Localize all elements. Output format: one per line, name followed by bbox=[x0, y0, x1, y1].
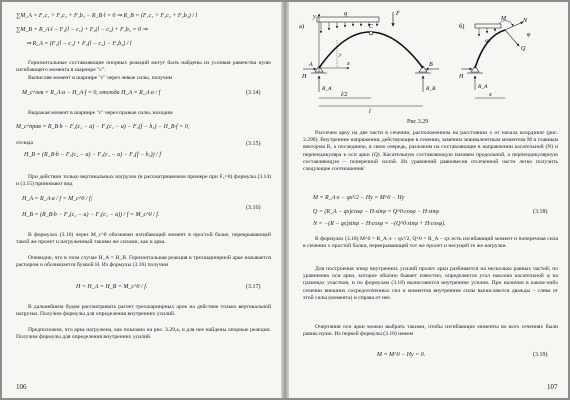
figure-caption: Рис.3.29 bbox=[407, 119, 429, 125]
equation-number: (3.15) bbox=[246, 141, 261, 147]
paragraph: Очертания оси арки можно выбрать такими, чтобы изгибающие моменты во всех сечениях были равны нулю. Из первой формулы (3.18) имеем bbox=[303, 324, 558, 338]
equation-number: (3.19) bbox=[533, 352, 548, 358]
equation-3-18-b: Q = (R_A − qx)cosφ − H·sinφ = Q^0·cosφ − H·sinφ bbox=[313, 209, 439, 215]
figure-label-b: б) bbox=[459, 23, 465, 30]
equation-number: (3.18) bbox=[533, 209, 548, 215]
equation-3-17: H = H_A = H_B = M_c^0 / f. bbox=[76, 284, 148, 290]
figure-label-x: x bbox=[347, 61, 350, 67]
equation-number: (3.14) bbox=[246, 90, 261, 96]
equation-3-19: M = M^0 − Hy = 0. bbox=[377, 352, 426, 358]
page-number: 107 bbox=[547, 383, 558, 391]
equation-3-15-b: H_B = (R_B·b − F₂(c₂ − a) − F₁(c₁ − a) − F₃(f − h₃)) / f bbox=[24, 152, 161, 158]
paragraph: Очевидно, что в этом случае H_A = H_B. Горизонтальная реакция в трехшарнирной арке называется распором и обозначается буквой H. Из формулы (3.16) получим bbox=[16, 255, 271, 269]
figure-label-a: а) bbox=[299, 23, 305, 30]
figure-label-q: q bbox=[344, 11, 347, 17]
paragraph: Рассечем арку на две части в сечении, расположенном на расстоянии x от начала координат (рис. 3.29б). Внутренние напряжения, действующие в сечении, заменим эквивалентным моментом M и главным вектором R, а последнюю, в свою очередь, разложим на составляющие в направлении касательной (N) и перпендикуляра к оси арки (Q). Касательную составляющую назовем продольной, а перпендикулярную составляющую – поперечной силой. Из уравнений равновесия отсеченной части легко получить следующие соотношения: bbox=[303, 130, 558, 173]
figure-label-f: F bbox=[396, 11, 400, 17]
paragraph: Вычисляя момент в шарнире "c" через левые силы, получим bbox=[28, 75, 173, 81]
figure-label-h-b: H bbox=[459, 74, 464, 80]
figure-label-q-shear: Q bbox=[521, 46, 526, 52]
paragraph: Горизонтальные составляющие опорных реакций могут быть найдены из условия равенства нулю изгибающего момента в шарнире "c". bbox=[16, 60, 271, 74]
equation-sum-moments-b: ∑M_B = R_A·l − F₁(l − c₁) + F₂(l − c₂) + F₃b₃ = 0 ⇒ bbox=[16, 27, 148, 33]
equation-number: (3.17) bbox=[246, 284, 261, 290]
figure-label-rb: R_B bbox=[426, 86, 436, 92]
equation-sum-moments-a: ∑M_A = F₁c₁ + F₂c₂ + F₃b₃ − R_B·l = 0 ⇒ R_B = (F₁c₁ + F₂c₂ + F₃b₃) / l bbox=[16, 13, 198, 19]
figure-label-a-support: A bbox=[309, 62, 313, 68]
paragraph: Предположим, что арка нагружена, как показано на рис. 3.29,а, и для нее найдены опорные реакции. Получим формулы для определения внутренних усилий. bbox=[16, 327, 271, 341]
figure-arch-diagram bbox=[289, 6, 568, 116]
equation-3-18-a: M = R_A·x − qx²/2 − Hy = M^0 − Hy bbox=[313, 195, 405, 201]
equation-3-16-b: H_B = (R_B·b − F₂(c₂ − a) − F₁(c₁ − a)) / f = M_c^0 / f. bbox=[22, 212, 160, 218]
page-number: 106 bbox=[16, 383, 27, 391]
paragraph: В формулах (3.16) через M_c^0 обозначен изгибающий момент в простой балке, перекрывающей такой же пролет и нагруженный такими же силами, как и арка. bbox=[16, 232, 271, 246]
paragraph: В формулах (3.18) M^0 = R_A·x − qx²/2, Q^0 = R_A − qx есть изгибающий момент и поперечная сила в сечении x простой балки, перекрывающей тот же пролет и несущей те же нагрузки. bbox=[303, 236, 558, 250]
figure-label-c: C bbox=[369, 24, 374, 30]
figure-label-qx: qx bbox=[485, 38, 491, 44]
equation-3-16-a: H_A = R_A·a / f = M_c^0 / f; bbox=[22, 196, 93, 202]
figure-label-phi: φ bbox=[527, 32, 531, 38]
figure-label-ra-b: R_A bbox=[478, 84, 488, 90]
equation-number: (3.16) bbox=[246, 205, 261, 211]
right-page bbox=[289, 2, 568, 398]
figure-label-b-support: B bbox=[429, 62, 433, 68]
figure-label-ra: R_A bbox=[322, 86, 332, 92]
figure-label-y: y bbox=[313, 14, 316, 20]
paragraph: Выражая момент в шарнире "c" через правые силы, находим bbox=[28, 110, 173, 116]
equation-3-18-c: N = −(R − qx)sinφ − H·cosφ = −(Q^0·sinφ + H·cosφ). bbox=[313, 221, 446, 227]
paragraph: Для построения эпюр внутренних усилий пролет арки разбивается на несколько равных частей; по уравнению оси арки, которое обычно бывает известно, определяется угол наклона касательной φ на границах участков, и по формулам (3.18) вычисляются внутренние усилия. При наличии в каком-либо сечении внешних сосредоточенных сил и моментов внутренние силы вычисляются дважды – слева от этой силы (момента) и справа от нее. bbox=[303, 266, 558, 301]
label-otsyuda: отсюда bbox=[16, 140, 33, 146]
figure-label-span: l bbox=[369, 109, 371, 115]
figure-label-x-b: x bbox=[489, 92, 492, 98]
left-page bbox=[2, 2, 281, 398]
figure-label-m: M bbox=[501, 16, 506, 22]
figure-label-h: H bbox=[302, 74, 307, 80]
equation-3-15-a: M_c^прав = R_B·b − F₂(c₂ − a) − F₁(c₁ − a) − F₃(f − h₃) − H_B·f = 0, bbox=[16, 124, 190, 130]
figure-label-half-span: l/2 bbox=[341, 92, 348, 98]
paragraph: При действии только вертикальных нагрузок (в рассматриваемом примере при F₃=0) формулы (3.14) и (3.15) принимают вид bbox=[16, 174, 271, 188]
equation-3-14: M_c^лев = R_A·a − H_A·f = 0, отсюда H_A = R_A·a / f bbox=[22, 90, 161, 96]
equation-reaction-a: ⇒ R_A = (F₁(l − c₁) + F₂(l − c₂) − F₃b₃) / l bbox=[26, 41, 132, 47]
figure-label-y-section: y bbox=[339, 52, 342, 58]
figure-label-n: N bbox=[523, 18, 528, 24]
book-gutter bbox=[281, 2, 289, 398]
paragraph: В дальнейшем будем рассматривать расчет трехшарнирных арок на действие только вертикальной нагрузки. Получим формулы для определения внутренних усилий. bbox=[16, 304, 271, 318]
